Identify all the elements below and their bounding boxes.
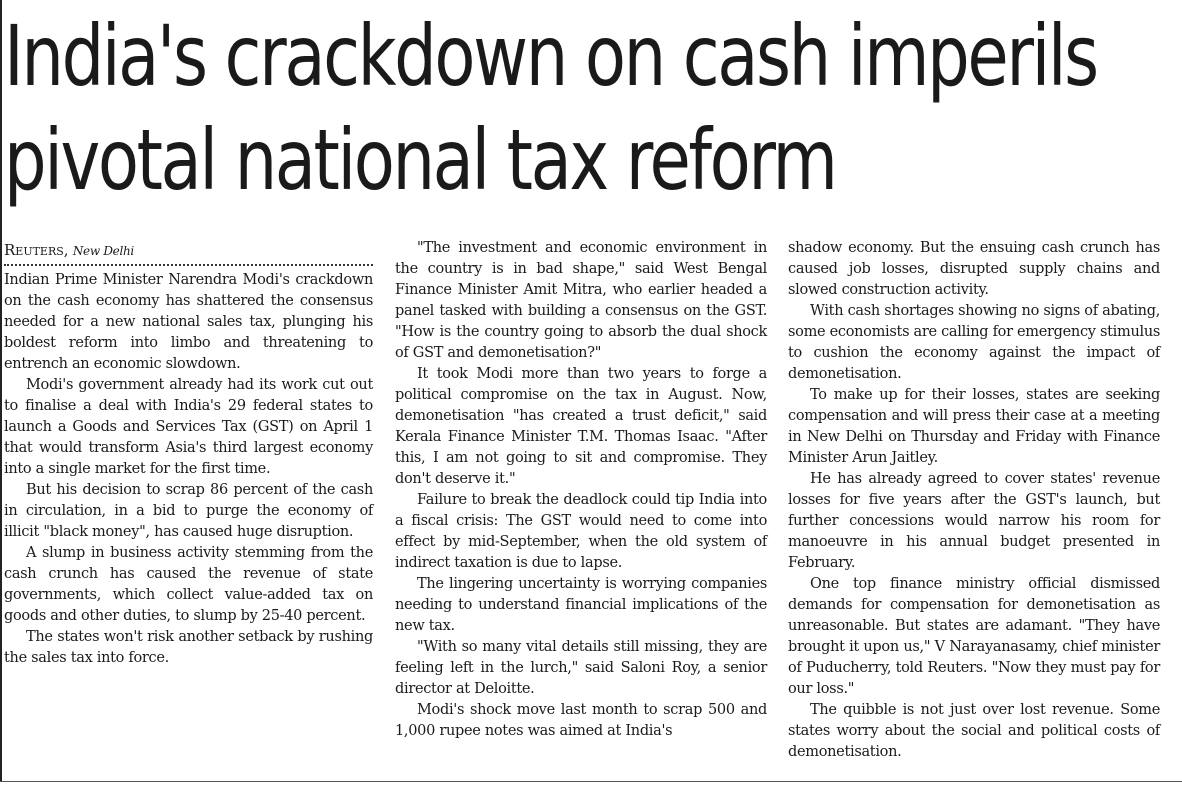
paragraph: "With so many vital details still missing, they are feeling left in the lurch," said Saloni Roy, a senior director at Deloitte. — [395, 639, 767, 697]
byline-agency: Reuters, — [4, 241, 69, 259]
paragraph: One top finance ministry official dismissed demands for compensation for demonetisation as unreasonable. But states are adamant. "They have brought it upon us," V Narayanasamy, chief minister of Puducherry, told Reuters. "Now they must pay for our loss." — [788, 576, 1160, 697]
paragraph: With cash shortages showing no signs of abating, some economists are calling for emergency stimulus to cushion the economy against the impact of demonetisation. — [788, 303, 1161, 382]
paragraph: To make up for their losses, states are seeking compensation and will press their case at a meeting in New Delhi on Thursday and Friday with Finance Minister Arun Jaitley. — [788, 387, 1160, 466]
paragraph: The quibble is not just over lost revenue. Some states worry about the social and political costs of demonetisation. — [788, 702, 1160, 760]
paragraph: The lingering uncertainty is worrying companies needing to understand financial implications of the new tax. — [395, 576, 767, 634]
paragraph: A slump in business activity stemming from the cash crunch has caused the revenue of state governments, which collect value-added tax on goods and other duties, to slump by 25-40 percent. — [4, 545, 373, 624]
paragraph: It took Modi more than two years to forge a political compromise on the tax in August. Now, demonetisation "has created a trust deficit," said Kerala Finance Minister T.M. Thomas Isaac. "After this, I am not going to sit and compromise. They don't deserve it." — [395, 366, 767, 487]
paragraph: shadow economy. But the ensuing cash crunch has caused job losses, disrupted supply chains and slowed construction activity. — [788, 240, 1160, 298]
left-border-rule — [0, 0, 2, 782]
byline-dotted-divider — [4, 264, 373, 266]
paragraph: "The investment and economic environment in the country is in bad shape," said West Bengal Finance Minister Amit Mitra, who earlier headed a panel tasked with building a consensus on the GST. "How is the country going to absorb the dual shock of GST and demonetisation?" — [395, 240, 767, 361]
byline-dateline: New Delhi — [72, 244, 134, 258]
article-column-3 — [788, 238, 1160, 763]
paragraph: He has already agreed to cover states' revenue losses for five years after the GST's launch, but further concessions would narrow his room for manoeuvre in his annual budget presented in February. — [788, 471, 1160, 571]
paragraph: The states won't risk another setback by rushing the sales tax into force. — [4, 629, 373, 666]
paragraph: Indian Prime Minister Narendra Modi's crackdown on the cash economy has shattered the consensus needed for a new national sales tax, plunging his boldest reform into limbo and threatening to entrench an economic slowdown. — [4, 272, 373, 372]
bottom-border-rule — [0, 781, 1182, 782]
paragraph: Modi's government already had its work cut out to finalise a deal with India's 29 federal states to launch a Goods and Services Tax (GST) on April 1 that would transform Asia's third largest economy into a single market for the first time. — [4, 377, 373, 477]
byline — [4, 238, 373, 262]
headline-line-2: pivotal national tax reform — [4, 111, 836, 209]
headline-line-1: India's crackdown on cash imperils — [4, 7, 1097, 105]
headline — [4, 4, 1097, 212]
article-column-1 — [4, 238, 373, 669]
paragraph: But his decision to scrap 86 percent of the cash in circulation, in a bid to purge the economy of illicit "black money", has caused huge disruption. — [4, 482, 373, 540]
paragraph: Failure to break the deadlock could tip India into a fiscal crisis: The GST would need to come into effect by mid-September, when the old system of indirect taxation is due to lapse. — [395, 492, 767, 571]
article-column-2 — [395, 238, 767, 742]
paragraph: Modi's shock move last month to scrap 500 and 1,000 rupee notes was aimed at India's — [395, 702, 767, 739]
